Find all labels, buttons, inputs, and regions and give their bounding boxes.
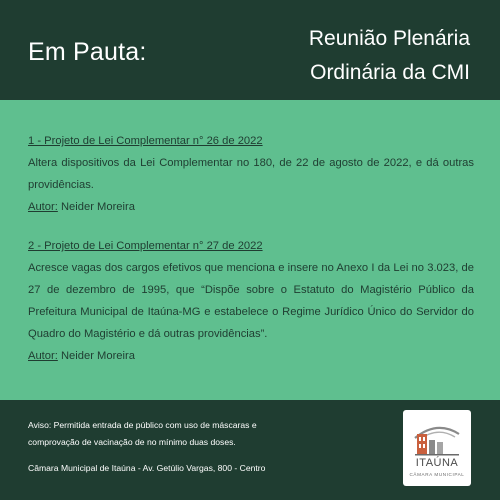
public-notice bbox=[28, 417, 368, 451]
council-address: Câmara Municipal de Itaúna - Av. Getúlio Vargas, 800 - Centro bbox=[28, 463, 266, 473]
footer-band bbox=[0, 400, 500, 500]
logo-subtitle: CÂMARA MUNICIPAL bbox=[409, 472, 465, 477]
agenda-item-author bbox=[28, 196, 474, 218]
agenda-item-description: Acresce vagas dos cargos efetivos que menciona e insere no Anexo I da Lei no 3.023, de 27 de dezembro de 1995, que “Dispõe sobre o Estatuto do Magistério Público da Prefeitura Municipal de Itaúna-MG e estabelece o Regime Jurídico Único do Servidor do Quadro do Magistério e dá outras providências”. bbox=[28, 262, 474, 340]
author-name: Neider Moreira bbox=[57, 201, 135, 213]
session-title-line1: Reunião Plenária bbox=[308, 27, 470, 50]
session-title bbox=[230, 22, 470, 90]
agenda-item-1 bbox=[28, 130, 474, 218]
notice-line2: comprovação de vacinação de no mínimo duas doses. bbox=[28, 437, 236, 447]
session-title-line2: Ordinária da CMI bbox=[310, 61, 470, 84]
header-band bbox=[0, 0, 500, 100]
agenda-item-2 bbox=[28, 235, 474, 367]
agenda-item-heading: 1 - Projeto de Lei Complementar n° 26 de 2022 bbox=[28, 135, 263, 147]
agenda-item-author bbox=[28, 345, 474, 367]
author-label: Autor: bbox=[28, 350, 58, 362]
agenda-item-description: Altera dispositivos da Lei Complementar no 180, de 22 de agosto de 2022, e dá outras providências. bbox=[28, 157, 474, 191]
logo-name: ITAÚNA bbox=[415, 457, 459, 469]
author-name: Neider Moreira bbox=[57, 350, 135, 362]
notice-line1: Aviso: Permitida entrada de público com uso de máscaras e bbox=[28, 420, 257, 430]
author-label: Autor: bbox=[28, 201, 58, 213]
building-logo-icon bbox=[411, 418, 463, 456]
agenda-item-heading: 2 - Projeto de Lei Complementar n° 27 de 2022 bbox=[28, 240, 263, 252]
council-logo bbox=[403, 410, 471, 486]
agenda-content bbox=[0, 100, 500, 400]
agenda-label: Em Pauta: bbox=[28, 38, 147, 66]
